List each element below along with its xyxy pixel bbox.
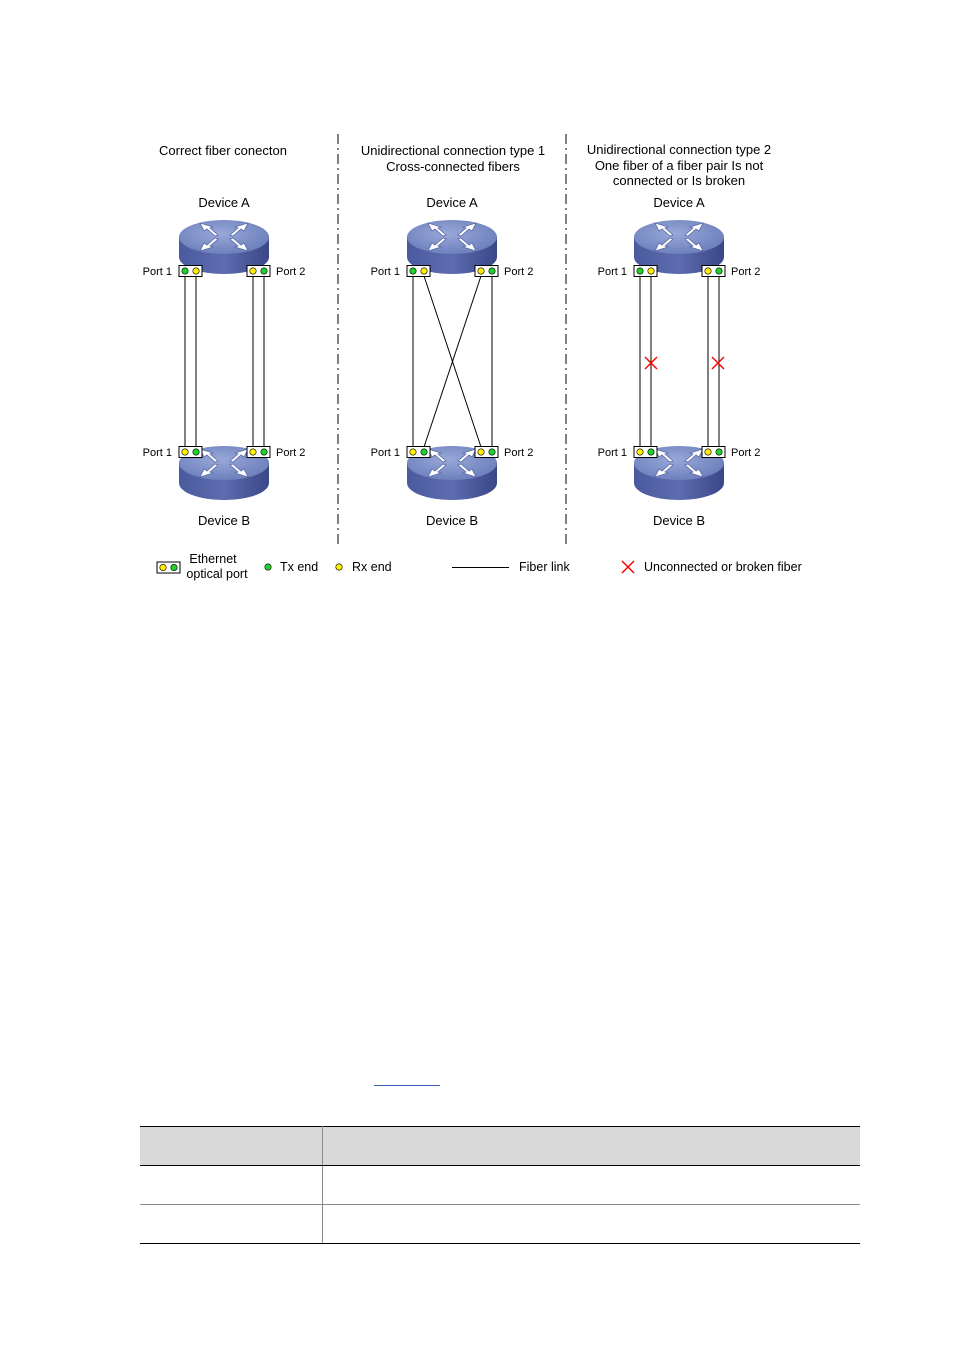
legend-rx-dot [160, 564, 166, 570]
port-2-label: Port 2 [276, 266, 306, 278]
tx-end-dot [637, 268, 643, 274]
port-1-label: Port 1 [597, 447, 627, 459]
table-row [140, 1166, 860, 1205]
tx-end-dot [261, 268, 267, 274]
panel-title-1 [159, 143, 287, 158]
broken-fiber-icon [712, 357, 724, 369]
tx-end-dot [410, 268, 416, 274]
device-a-label: Device A [426, 195, 478, 210]
table-header-cell [140, 1127, 323, 1166]
port-2-label: Port 2 [731, 447, 761, 459]
table-cell [323, 1166, 861, 1205]
data-table [140, 1126, 860, 1244]
legend-port-label: Ethernet [189, 552, 237, 566]
port-1-label: Port 1 [370, 447, 400, 459]
port-2-label: Port 2 [504, 266, 534, 278]
rx-end-dot [478, 268, 484, 274]
cross-reference-link[interactable] [374, 1071, 440, 1086]
broken-fiber-icon [622, 561, 634, 573]
port-1-label: Port 1 [597, 266, 627, 278]
table-cell [140, 1166, 323, 1205]
device-b-label: Device B [652, 513, 706, 528]
port-1-label: Port 1 [370, 266, 400, 278]
panel-2-title-line: Cross-connected fibers [386, 159, 520, 174]
panel-3-title-line: connected or Is broken [612, 173, 746, 188]
tx-end-dot [489, 268, 495, 274]
rx-end-icon [336, 564, 342, 570]
device-a-label: Device A [653, 195, 705, 210]
table-row [140, 1205, 860, 1244]
panel-title-2 [361, 143, 545, 174]
tx-end-dot [648, 449, 654, 455]
rx-end-dot [250, 268, 256, 274]
table-header-cell [323, 1127, 861, 1166]
panel-3-title-line: One fiber of a fiber pair Is not [594, 158, 764, 173]
rx-end-dot [410, 449, 416, 455]
rx-end-dot [478, 449, 484, 455]
legend [157, 552, 802, 581]
rx-end-dot [648, 268, 654, 274]
tx-end-dot [182, 268, 188, 274]
port-2-label: Port 2 [276, 447, 306, 459]
rx-end-dot [705, 268, 711, 274]
panel-3-title-line: Unidirectional connection type 2 [586, 142, 772, 157]
panel-2-title-line: Unidirectional connection type 1 [360, 143, 546, 158]
panel-title-3 [587, 142, 771, 188]
legend-port-label: optical port [186, 567, 248, 581]
rx-end-dot [705, 449, 711, 455]
rx-end-dot [250, 449, 256, 455]
device-a-label: Device A [198, 195, 250, 210]
port-2-label: Port 2 [731, 266, 761, 278]
tx-end-dot [489, 449, 495, 455]
rx-end-dot [637, 449, 643, 455]
rx-end-dot [193, 268, 199, 274]
table-cell [140, 1205, 323, 1244]
legend-tx-label: Tx end [280, 560, 319, 574]
fiber-connection-diagram [0, 0, 954, 600]
port-2-label: Port 2 [504, 447, 534, 459]
tx-end-icon [265, 564, 271, 570]
tx-end-dot [716, 449, 722, 455]
legend-broken-label: Unconnected or broken fiber [644, 560, 802, 574]
legend-rx-label: Rx end [352, 560, 392, 574]
panel-1-title-line: Correct fiber conecton [159, 143, 287, 158]
legend-tx-dot [171, 564, 177, 570]
tx-end-dot [421, 449, 427, 455]
rx-end-dot [421, 268, 427, 274]
table-header-row [140, 1127, 860, 1166]
legend-fiber-label: Fiber link [519, 560, 570, 574]
device-b-label: Device B [197, 513, 251, 528]
table-cell [323, 1205, 861, 1244]
tx-end-dot [716, 268, 722, 274]
rx-end-dot [182, 449, 188, 455]
device-b-label: Device B [425, 513, 479, 528]
tx-end-dot [193, 449, 199, 455]
tx-end-dot [261, 449, 267, 455]
port-1-label: Port 1 [142, 447, 172, 459]
port-1-label: Port 1 [142, 266, 172, 278]
